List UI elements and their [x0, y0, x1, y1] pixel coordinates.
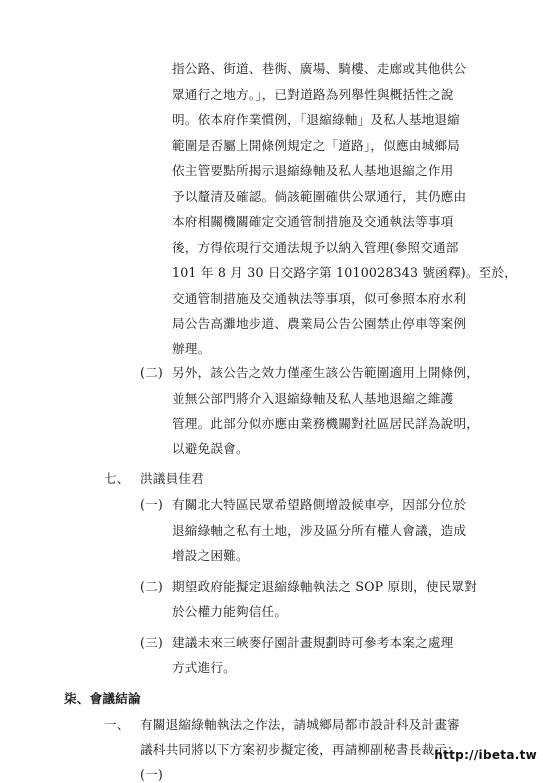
- intro-line: 予以釐清及確認。倘該範圍確供公眾通行，其仍應由: [172, 189, 467, 204]
- item-marker: (一): [140, 497, 164, 512]
- intro-line: 交通管制措施及交通執法等事項，似可參照本府水利: [172, 291, 467, 306]
- intro-line: 範圍是否屬上開條例規定之「道路」，似應由城鄉局: [172, 138, 460, 153]
- intro-line: 後，方得依現行交通法規予以納入管理(參照交通部: [172, 240, 459, 255]
- intro-line: 指公路、街道、巷衖、廣場、騎樓、走廊或其他供公: [172, 61, 467, 76]
- intro-line: 101 年 8 月 30 日交路字第 1010028343 號函釋)。至於，: [172, 265, 518, 280]
- item-marker: (一): [140, 767, 164, 782]
- item-marker: (二): [140, 579, 164, 594]
- item-line: 有關北大特區民眾希望路側增設候車亭，因部分位於: [172, 497, 467, 512]
- section-marker: 七、: [104, 471, 130, 486]
- item-line: 於公權力能夠信任。: [172, 604, 288, 619]
- section-title: 洪議員佳君: [140, 471, 204, 486]
- item-marker: (二): [140, 365, 164, 380]
- intro-line: 依主管要點所揭示退縮綠軸及私人基地退縮之作用: [172, 163, 454, 178]
- item-line: 管理。此部分似亦應由業務機關對社區居民詳為說明，: [172, 416, 480, 431]
- item-line: 退縮綠軸之私有土地，涉及區分所有權人會議，造成: [172, 523, 467, 538]
- conclusion-line: 議科共同將以下方案初步擬定後，再請柳副秘書長裁示：: [140, 742, 460, 757]
- item-line: 期望政府能擬定退縮綠軸執法之 SOP 原則，使民眾對: [172, 579, 478, 594]
- intro-line: 眾通行之地方。」，已對道路為列舉性與概括性之說: [172, 87, 454, 102]
- item-line: 方式進行。: [172, 660, 236, 675]
- intro-line: 明。依本府作業慣例，「退縮綠軸」及私人基地退縮: [172, 112, 460, 127]
- conclusion-line: 有關退縮綠軸執法之作法，請城鄉局都市設計科及計畫審: [140, 717, 460, 732]
- intro-line: 局公告高灘地步道、農業局公告公園禁止停車等案例: [172, 316, 467, 331]
- item-marker: (三): [140, 635, 164, 650]
- conclusion-heading: 柒、會議結論: [64, 691, 141, 706]
- conclusion-marker: 一、: [104, 717, 130, 732]
- item-line: 另外，該公告之效力僅產生該公告範圍適用上開條例，: [172, 365, 480, 380]
- item-line: 增設之困難。: [172, 548, 249, 563]
- item-line: 以避免誤會。: [172, 441, 249, 456]
- item-line: 建議未來三峽麥仔園計畫規劃時可參考本案之處理: [172, 635, 454, 650]
- intro-line: 本府相關機關確定交通管制措施及交通執法等事項: [172, 214, 454, 229]
- watermark: http://ibeta.tw: [434, 748, 537, 762]
- intro-line: 辦理。: [172, 341, 211, 356]
- item-line: 並無公部門將介入退縮綠軸及私人基地退縮之維護: [172, 391, 454, 406]
